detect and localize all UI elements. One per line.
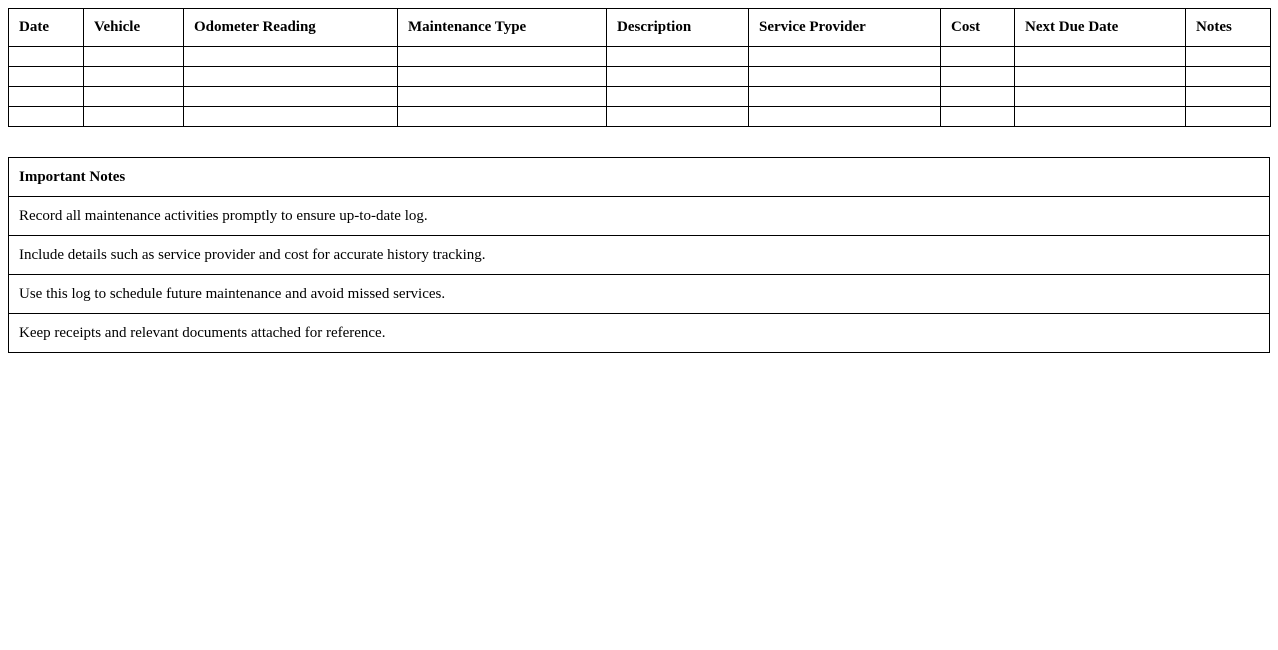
table-cell[interactable] [398, 47, 607, 67]
note-text: Use this log to schedule future maintenance and avoid missed services. [9, 275, 1270, 314]
table-cell[interactable] [1015, 87, 1186, 107]
column-header-vehicle: Vehicle [84, 9, 184, 47]
table-cell[interactable] [9, 47, 84, 67]
list-item [9, 197, 1270, 236]
table-cell[interactable] [84, 107, 184, 127]
column-header-next-due-date: Next Due Date [1015, 9, 1186, 47]
column-header-description: Description [607, 9, 749, 47]
table-cell[interactable] [1015, 47, 1186, 67]
table-row [9, 67, 1271, 87]
table-cell[interactable] [1186, 87, 1271, 107]
table-cell[interactable] [1186, 67, 1271, 87]
notes-heading: Important Notes [9, 158, 1270, 197]
note-text: Include details such as service provider and cost for accurate history tracking. [9, 236, 1270, 275]
column-header-odometer-reading: Odometer Reading [184, 9, 398, 47]
column-header-cost: Cost [941, 9, 1015, 47]
column-header-service-provider: Service Provider [749, 9, 941, 47]
table-cell[interactable] [184, 67, 398, 87]
table-cell[interactable] [1015, 67, 1186, 87]
table-cell[interactable] [749, 107, 941, 127]
table-cell[interactable] [1015, 107, 1186, 127]
maintenance-log-table [8, 8, 1271, 127]
table-row [9, 47, 1271, 67]
note-text: Keep receipts and relevant documents attached for reference. [9, 314, 1270, 353]
table-cell[interactable] [84, 87, 184, 107]
table-cell[interactable] [1186, 47, 1271, 67]
table-cell[interactable] [84, 67, 184, 87]
column-header-maintenance-type: Maintenance Type [398, 9, 607, 47]
table-cell[interactable] [9, 67, 84, 87]
table-cell[interactable] [607, 87, 749, 107]
table-cell[interactable] [749, 47, 941, 67]
note-text: Record all maintenance activities promptly to ensure up-to-date log. [9, 197, 1270, 236]
table-cell[interactable] [1186, 107, 1271, 127]
table-row [9, 107, 1271, 127]
list-item [9, 236, 1270, 275]
table-cell[interactable] [607, 47, 749, 67]
important-notes-table [8, 157, 1270, 353]
table-cell[interactable] [607, 107, 749, 127]
table-cell[interactable] [607, 67, 749, 87]
table-cell[interactable] [749, 87, 941, 107]
table-header-row [9, 9, 1271, 47]
list-item [9, 275, 1270, 314]
table-cell[interactable] [749, 67, 941, 87]
table-cell[interactable] [9, 107, 84, 127]
list-item [9, 314, 1270, 353]
page [8, 8, 1270, 353]
column-header-notes: Notes [1186, 9, 1271, 47]
table-cell[interactable] [941, 47, 1015, 67]
table-cell[interactable] [184, 107, 398, 127]
notes-heading-row [9, 158, 1270, 197]
table-cell[interactable] [398, 67, 607, 87]
table-cell[interactable] [184, 47, 398, 67]
table-cell[interactable] [941, 87, 1015, 107]
table-cell[interactable] [398, 87, 607, 107]
table-cell[interactable] [9, 87, 84, 107]
table-cell[interactable] [84, 47, 184, 67]
table-row [9, 87, 1271, 107]
column-header-date: Date [9, 9, 84, 47]
table-cell[interactable] [941, 107, 1015, 127]
table-cell[interactable] [941, 67, 1015, 87]
table-cell[interactable] [184, 87, 398, 107]
table-cell[interactable] [398, 107, 607, 127]
